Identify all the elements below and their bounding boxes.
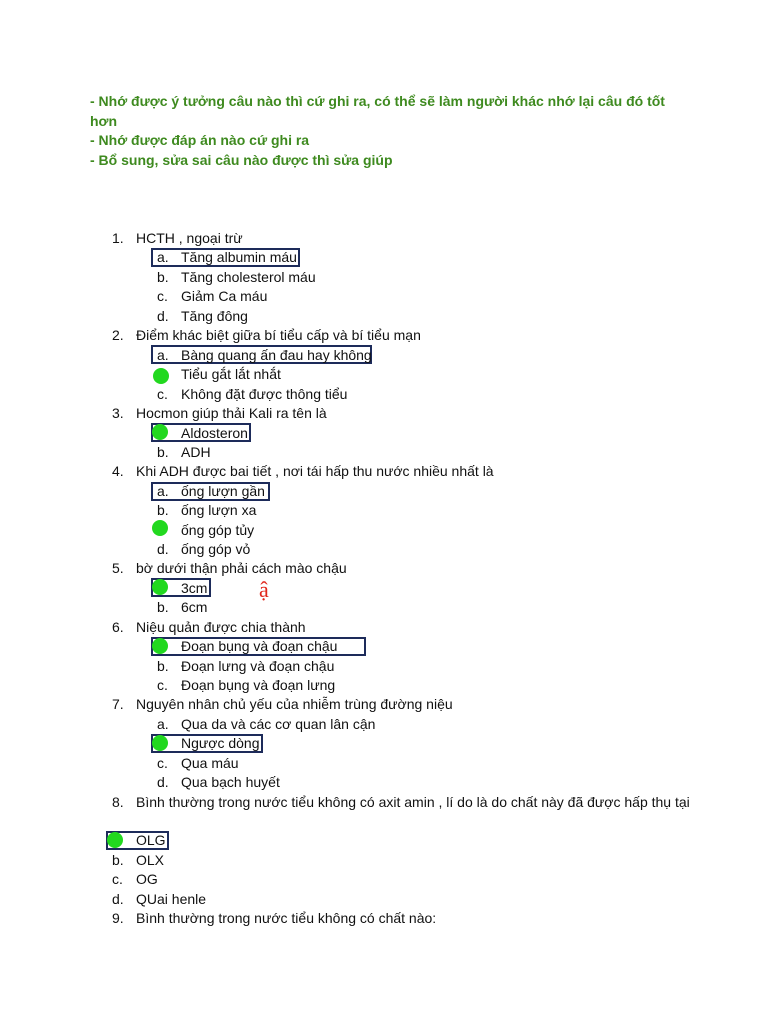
question-number: 1. (112, 230, 124, 246)
question-text: Hocmon giúp thải Kali ra tên là (136, 405, 327, 421)
question-number: 6. (112, 619, 124, 635)
question-number: 3. (112, 405, 124, 421)
note-line: - Bổ sung, sửa sai câu nào được thì sửa giúp (90, 151, 393, 168)
answer-mark-dot (153, 368, 169, 384)
question-number: 4. (112, 463, 124, 479)
stray-red-mark: ậ (259, 577, 269, 602)
instruction-notes (90, 92, 690, 170)
question-number: 7. (112, 696, 124, 712)
question-number: 8. (112, 794, 124, 810)
question-number: 9. (112, 910, 124, 926)
answer-mark-dot (152, 735, 168, 751)
question-text: Bình thường trong nước tiểu không có chất nào: (136, 910, 437, 926)
note-line: - Nhớ được đáp án nào cứ ghi ra (90, 132, 310, 148)
answer-mark-dot (152, 579, 168, 595)
question-text: Bình thường trong nước tiểu không có axit amin , lí do là do chất này đã được hấp thụ tại (136, 794, 690, 810)
answer-mark-dot (152, 638, 168, 654)
question-number: 2. (112, 327, 124, 343)
question-text: Khi ADH được bai tiết , nơi tái hấp thu nước nhiều nhất là (136, 463, 494, 479)
question-number: 5. (112, 560, 124, 576)
question-text: bờ dưới thận phải cách mào chậu (136, 560, 347, 576)
question-text: Niệu quản được chia thành (136, 619, 306, 635)
answer-mark-dot (152, 520, 168, 536)
answer-mark-dot (152, 424, 168, 440)
question-text: HCTH , ngoại trừ (136, 230, 243, 246)
note-line: - Nhớ được ý tưởng câu nào thì cứ ghi ra, có thể sẽ làm người khác nhớ lại câu đó tốt hơn (90, 93, 665, 129)
question-text: Điểm khác biệt giữa bí tiểu cấp và bí tiểu mạn (136, 327, 421, 343)
answer-mark-dot (107, 832, 123, 848)
question-text: Nguyên nhân chủ yếu của nhiễm trùng đường niệu (136, 696, 453, 712)
